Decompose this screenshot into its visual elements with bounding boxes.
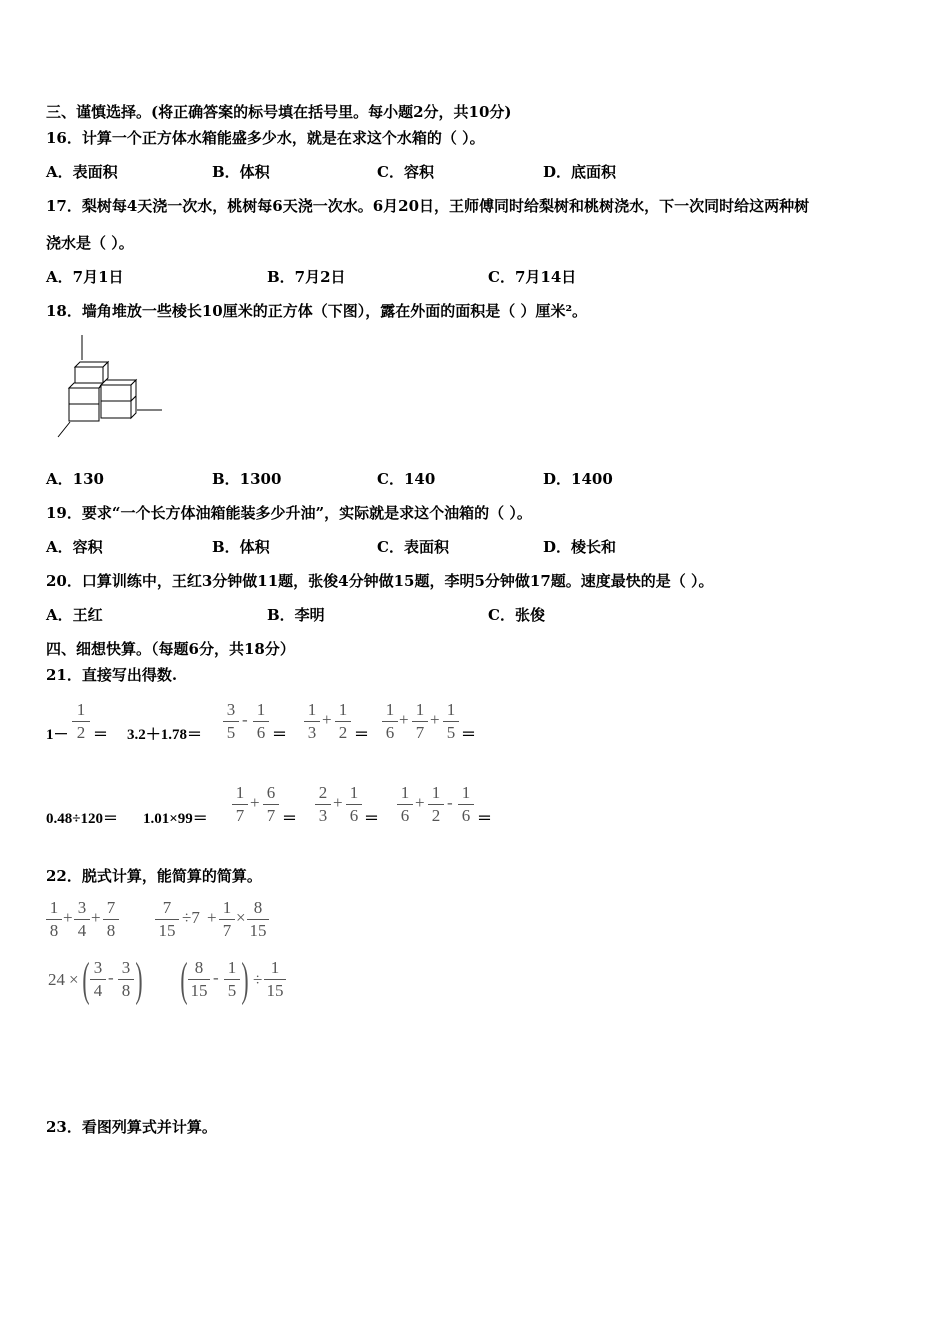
question-16: 16．计算一个正方体水箱能盛多少水，就是在求这个水箱的（ ）。 bbox=[46, 129, 485, 147]
plus-sign: + bbox=[322, 710, 332, 729]
left-paren: ( bbox=[82, 953, 90, 1006]
plus-sign: + bbox=[430, 710, 440, 729]
whole-number-24: 24 bbox=[48, 970, 65, 989]
equals: ＝ bbox=[282, 811, 298, 827]
fraction-3-8: 3 8 bbox=[118, 958, 134, 1001]
fraction-1-7: 1 7 bbox=[232, 783, 248, 826]
right-paren: ) bbox=[135, 953, 143, 1006]
plus-sign: + bbox=[415, 793, 425, 812]
section-4-title: 四、细想快算。（每题6分，共18分） bbox=[46, 640, 295, 658]
fraction-2-3: 2 3 bbox=[315, 783, 331, 826]
fraction-1-15: 1 15 bbox=[264, 958, 286, 1001]
times-sign: × bbox=[236, 908, 246, 927]
cube-top bbox=[69, 383, 104, 388]
fraction-8-15: 8 15 bbox=[188, 958, 210, 1001]
q20-option-b[interactable]: B．李明 bbox=[267, 606, 325, 624]
question-21: 21．直接写出得数. bbox=[46, 666, 178, 684]
fraction-1-6: 1 6 bbox=[397, 783, 413, 826]
question-19: 19．要求“一个长方体油箱能装多少升油”，实际就是求这个油箱的（ ）。 bbox=[46, 504, 532, 522]
q16-option-d[interactable]: D．底面积 bbox=[543, 163, 617, 181]
equals: ＝ bbox=[461, 727, 477, 743]
question-18: 18．墙角堆放一些棱长10厘米的正方体（下图），露在外面的面积是（ ）厘米²。 bbox=[46, 302, 588, 320]
fraction-1-2: 1 2 bbox=[428, 783, 444, 826]
equals: ＝ bbox=[364, 811, 380, 827]
fraction-1-6: 1 6 bbox=[382, 700, 398, 743]
expr-4: 1.01×99＝ bbox=[143, 811, 208, 827]
q19-option-d[interactable]: D．棱长和 bbox=[543, 538, 617, 556]
q20-option-c[interactable]: C．张俊 bbox=[488, 606, 545, 624]
left-paren: ( bbox=[180, 953, 188, 1006]
equals: ＝ bbox=[477, 811, 493, 827]
right-paren: ) bbox=[241, 953, 249, 1006]
section-3-title: 三、谨慎选择。(将正确答案的标号填在括号里。每小题2分，共10分) bbox=[46, 103, 512, 121]
fraction-1-5: 1 5 bbox=[443, 700, 459, 743]
fraction-3-5: 3 5 bbox=[223, 700, 239, 743]
cube-stack-figure bbox=[55, 330, 165, 440]
q17-option-b[interactable]: B．7月2日 bbox=[267, 268, 346, 286]
question-17-line1: 17．梨树每4天浇一次水，桃树每6天浇一次水。6月20日，王师傅同时给梨树和桃树浇水，下一次同时给这两种树 bbox=[46, 197, 810, 215]
q19-option-c[interactable]: C．表面积 bbox=[377, 538, 449, 556]
plus-sign: + bbox=[250, 793, 260, 812]
expr-2: 3.2＋1.78＝ bbox=[127, 727, 203, 743]
fraction-1-7: 1 7 bbox=[412, 700, 428, 743]
cube-front bbox=[101, 385, 131, 401]
cube-front bbox=[101, 401, 131, 418]
q16-option-b[interactable]: B．体积 bbox=[212, 163, 270, 181]
times-sign: × bbox=[69, 970, 79, 989]
plus-sign: + bbox=[63, 908, 73, 927]
cube-front bbox=[69, 388, 99, 404]
fraction-8-15: 8 15 bbox=[247, 898, 269, 941]
question-23: 23．看图列算式并计算。 bbox=[46, 1118, 217, 1136]
expr-3: 0.48÷120＝ bbox=[46, 811, 118, 827]
q18-option-a[interactable]: A．130 bbox=[46, 470, 104, 488]
q16-option-a[interactable]: A．表面积 bbox=[46, 163, 118, 181]
divide-sign: ÷ bbox=[253, 970, 263, 989]
fraction-6-7: 6 7 bbox=[263, 783, 279, 826]
minus-sign: - bbox=[242, 710, 248, 729]
fraction-1-7: 1 7 bbox=[219, 898, 235, 941]
expr-1-prefix: 1－ bbox=[46, 727, 69, 743]
q20-option-a[interactable]: A．王红 bbox=[46, 606, 103, 624]
q18-option-b[interactable]: B．1300 bbox=[212, 470, 282, 488]
plus-sign: + bbox=[207, 908, 217, 927]
fraction-1-2: 1 2 bbox=[335, 700, 351, 743]
question-20: 20．口算训练中，王红3分钟做11题，张俊4分钟做15题，李明5分钟做17题。速度最快的是（ ）。 bbox=[46, 572, 714, 590]
floor-line-diagonal bbox=[58, 422, 70, 437]
q17-option-a[interactable]: A．7月1日 bbox=[46, 268, 124, 286]
minus-sign: - bbox=[213, 968, 219, 987]
q16-option-c[interactable]: C．容积 bbox=[377, 163, 434, 181]
fraction-7-8: 7 8 bbox=[103, 898, 119, 941]
fraction-7-15: 7 15 bbox=[155, 898, 179, 941]
equals: ＝ bbox=[93, 727, 109, 743]
fraction-1-6: 1 6 bbox=[346, 783, 362, 826]
fraction-1-5: 1 5 bbox=[224, 958, 240, 1001]
q18-option-d[interactable]: D．1400 bbox=[543, 470, 613, 488]
plus-sign: + bbox=[333, 793, 343, 812]
q18-option-c[interactable]: C．140 bbox=[377, 470, 436, 488]
minus-sign: - bbox=[108, 968, 114, 987]
q19-option-a[interactable]: A．容积 bbox=[46, 538, 103, 556]
equals: ＝ bbox=[272, 727, 288, 743]
cube-top bbox=[101, 380, 136, 385]
fraction-3-4: 3 4 bbox=[74, 898, 90, 941]
fraction-1-8: 1 8 bbox=[46, 898, 62, 941]
fraction-1-3: 1 3 bbox=[304, 700, 320, 743]
question-22: 22．脱式计算，能简算的简算。 bbox=[46, 867, 262, 885]
cube-front bbox=[69, 404, 99, 421]
q19-option-b[interactable]: B．体积 bbox=[212, 538, 270, 556]
cube-front bbox=[75, 367, 103, 383]
divide-by-7: ÷7 bbox=[182, 908, 200, 927]
fraction-3-4: 3 4 bbox=[90, 958, 106, 1001]
minus-sign: - bbox=[447, 793, 453, 812]
equals: ＝ bbox=[354, 727, 370, 743]
fraction-1-6: 1 6 bbox=[458, 783, 474, 826]
plus-sign: + bbox=[399, 710, 409, 729]
fraction-1-2: 1 2 bbox=[72, 700, 90, 743]
fraction-1-6: 1 6 bbox=[253, 700, 269, 743]
question-17-line2: 浇水是（ ）。 bbox=[46, 234, 134, 252]
q17-option-c[interactable]: C．7月14日 bbox=[488, 268, 577, 286]
plus-sign: + bbox=[91, 908, 101, 927]
